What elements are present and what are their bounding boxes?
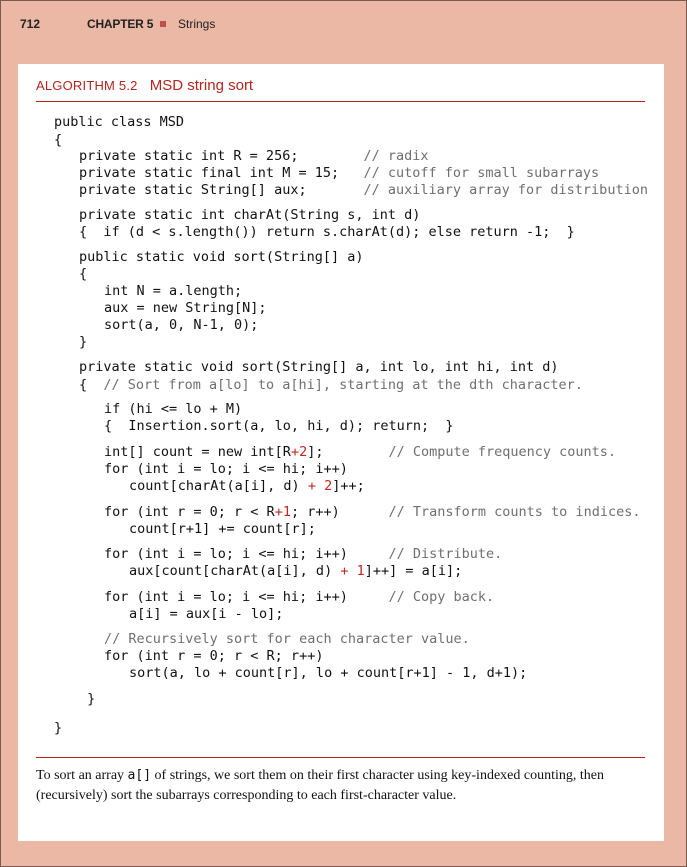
- code-text: for (int i = lo; i <= hi; i++): [104, 461, 348, 477]
- code-highlight: +1: [274, 504, 291, 520]
- code-line: [54, 720, 62, 737]
- code-text: count[r+1] += count[r];: [129, 521, 316, 537]
- section-title: Strings: [178, 17, 216, 31]
- code-text: ]++] = a[i];: [364, 563, 463, 579]
- code-line: [104, 317, 258, 334]
- heading-rule: [36, 101, 645, 102]
- code-comment: // auxiliary array for distribution: [363, 182, 648, 198]
- code-text: ; r++): [290, 504, 389, 520]
- code-line: [104, 546, 502, 563]
- code-text: private static int charAt(String s, int d): [79, 207, 421, 223]
- code-line: [129, 521, 316, 538]
- code-line: [79, 148, 429, 165]
- code-text: public class MSD: [54, 114, 185, 130]
- code-line: [79, 266, 87, 283]
- code-text: {: [79, 266, 88, 282]
- code-line: [104, 461, 348, 478]
- chapter-label: CHAPTER 5: [87, 17, 154, 31]
- code-comment: // Recursively sort for each character value.: [104, 631, 470, 647]
- code-line: [79, 182, 648, 199]
- code-text: sort(a, lo + count[r], lo + count[r+1] - 1, d+1);: [129, 665, 528, 681]
- code-text: count[charAt(a[i], d): [129, 478, 308, 494]
- code-line: [129, 606, 283, 623]
- page-header: [20, 17, 687, 35]
- code-comment: // Transform counts to indices.: [388, 504, 641, 520]
- code-comment: // cutoff for small subarrays: [363, 165, 600, 181]
- code-text: for (int r = 0; r < R; r++): [104, 648, 324, 664]
- code-line: [79, 377, 583, 394]
- code-text: for (int i = lo; i <= hi; i++): [104, 546, 389, 562]
- code-line: [129, 563, 462, 580]
- code-text: ]++;: [332, 478, 365, 494]
- code-line: [79, 359, 559, 376]
- code-text: {: [79, 377, 104, 393]
- algorithm-heading: [36, 77, 253, 94]
- code-line: [79, 207, 420, 224]
- code-line: [79, 691, 95, 708]
- caption: [36, 766, 656, 806]
- code-comment: // Distribute.: [388, 546, 503, 562]
- code-line: [104, 504, 640, 521]
- square-bullet-icon: [160, 21, 166, 27]
- code-text: }: [79, 691, 96, 707]
- code-line: [104, 300, 267, 317]
- caption-text-before: To sort an array: [36, 768, 128, 783]
- code-line: [79, 334, 87, 351]
- code-highlight: +2: [290, 444, 308, 460]
- code-line: [129, 665, 527, 682]
- code-line: [54, 132, 62, 149]
- code-text: ];: [307, 444, 389, 460]
- code-line: [104, 444, 616, 461]
- caption-text-after: of strings, we sort them on their first character using key-indexed counting, then (recursively) sort the subarrays corresponding to each first-character value.: [36, 768, 604, 803]
- code-text: }: [54, 720, 63, 736]
- code-text: sort(a, 0, N-1, 0);: [104, 317, 259, 333]
- code-text: for (int i = lo; i <= hi; i++): [104, 589, 389, 605]
- code-text: a[i] = aux[i - lo];: [129, 606, 284, 622]
- code-comment: // Copy back.: [388, 589, 495, 605]
- code-text: { Insertion.sort(a, lo, hi, d); return; }: [104, 418, 454, 434]
- algorithm-panel: [18, 64, 664, 841]
- code-line: [104, 418, 454, 435]
- code-line: [104, 283, 242, 300]
- code-text: public static void sort(String[] a): [79, 249, 364, 265]
- code-text: if (hi <= lo + M): [104, 401, 243, 417]
- code-highlight: + 2: [307, 478, 333, 494]
- algorithm-title: MSD string sort: [149, 77, 254, 94]
- code-line: [79, 249, 363, 266]
- code-text: private static void sort(String[] a, int lo, int hi, int d): [79, 359, 559, 375]
- code-line: [104, 648, 323, 665]
- code-text: private static final int M = 15;: [79, 165, 364, 181]
- code-line: [54, 114, 184, 131]
- code-text: int N = a.length;: [104, 283, 243, 299]
- code-text: {: [54, 132, 63, 148]
- code-line: [129, 478, 365, 495]
- code-line: [104, 589, 494, 606]
- code-comment: // radix: [363, 148, 429, 164]
- code-text: }: [79, 334, 88, 350]
- caption-rule: [36, 757, 645, 758]
- code-text: for (int r = 0; r < R: [104, 504, 275, 520]
- code-text: aux = new String[N];: [104, 300, 267, 316]
- code-comment: // Sort from a[lo] to a[hi], starting at the dth character.: [103, 377, 583, 393]
- caption-code: a[]: [127, 768, 152, 783]
- code-line: [104, 401, 242, 418]
- code-line: [79, 224, 575, 241]
- algorithm-number: ALGORITHM 5.2: [36, 78, 138, 93]
- code-text: private static String[] aux;: [79, 182, 364, 198]
- code-text: { if (d < s.length()) return s.charAt(d); else return -1; }: [79, 224, 575, 240]
- code-text: aux[count[charAt(a[i], d): [129, 563, 341, 579]
- code-line: [79, 165, 599, 182]
- code-text: private static int R = 256;: [79, 148, 364, 164]
- code-comment: // Compute frequency counts.: [388, 444, 617, 460]
- code-text: int[] count = new int[R: [104, 444, 291, 460]
- page-number: 712: [20, 17, 41, 31]
- code-line: [104, 631, 470, 648]
- code-highlight: + 1: [340, 563, 365, 579]
